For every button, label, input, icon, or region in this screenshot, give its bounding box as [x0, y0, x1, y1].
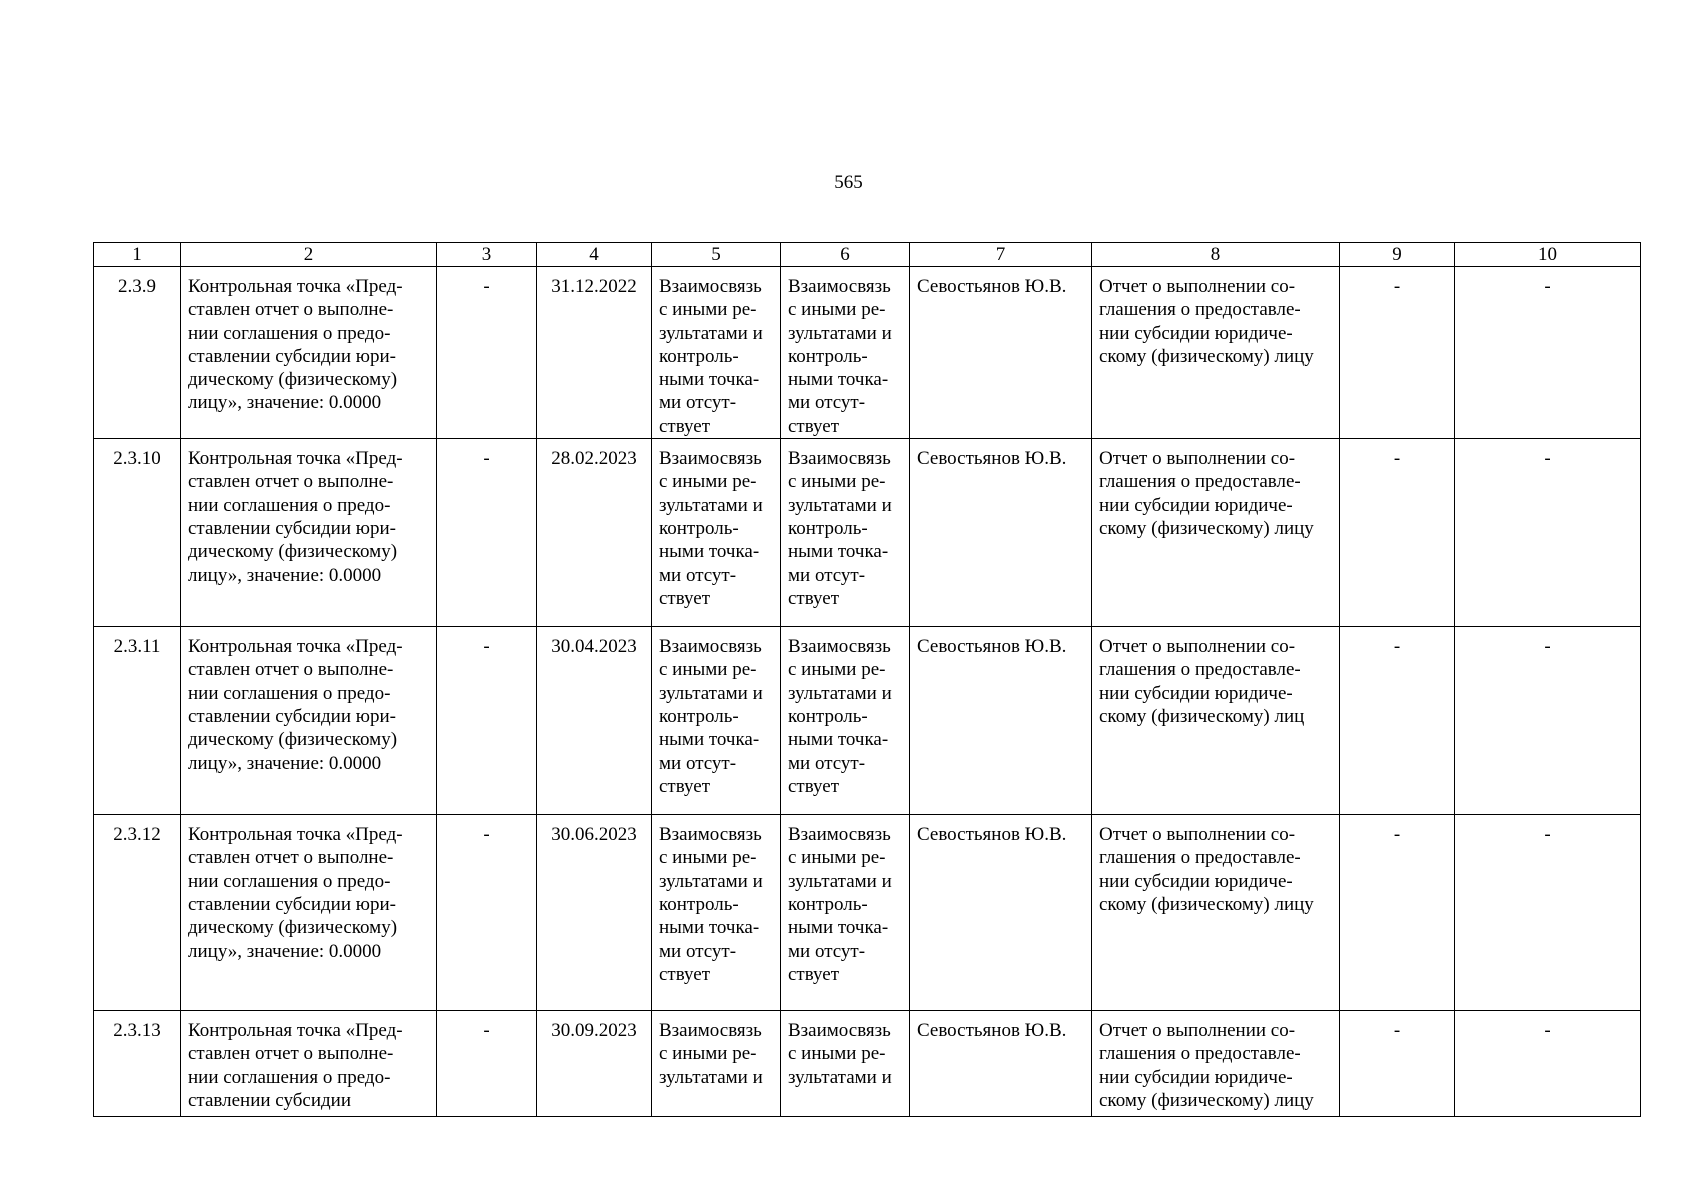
- cell-item-number: 2.3.11: [94, 627, 181, 815]
- cell-links-checkpoints-line: Взаимосвязь: [788, 1020, 891, 1042]
- cell-links-results-line: ными точка-: [659, 541, 760, 563]
- cell-links-checkpoints-line: контроль-: [788, 705, 868, 727]
- cell-document: [1092, 815, 1340, 1011]
- cell-links-results-line: контроль-: [659, 893, 739, 915]
- cell-links-results-line: с иными ре-: [659, 471, 757, 493]
- cell-links-results-line: ствует: [659, 415, 711, 437]
- cell-links-checkpoints-line: ми отсут-: [788, 940, 866, 962]
- table-row: [94, 267, 1641, 439]
- cell-links-checkpoints-line: зультатами и: [788, 494, 892, 516]
- cell-description-line: лицу», значение: 0.0000: [188, 392, 382, 414]
- cell-document-line: глашения о предоставле-: [1099, 299, 1301, 321]
- cell-links-checkpoints-line: Взаимосвязь: [788, 636, 891, 658]
- cell-description-line: ставлен отчет о выполне-: [188, 847, 394, 869]
- cell-responsible: Севостьянов Ю.В.: [910, 1011, 1092, 1117]
- header-col-2: 2: [181, 243, 437, 267]
- table-row: [94, 1011, 1641, 1117]
- cell-description-line: ставлении субсидии юри-: [188, 705, 396, 727]
- cell-document-line: глашения о предоставле-: [1099, 659, 1301, 681]
- cell-col9: -: [1340, 627, 1455, 815]
- cell-links-checkpoints-line: Взаимосвязь: [788, 448, 891, 470]
- cell-description-line: дическому (физическому): [188, 917, 398, 939]
- cell-document-line: нии субсидии юридиче-: [1099, 1066, 1293, 1088]
- cell-col10: -: [1455, 815, 1641, 1011]
- cell-links-checkpoints-line: ными точка-: [788, 917, 889, 939]
- cell-document-line: Отчет о выполнении со-: [1099, 824, 1296, 846]
- cell-document-line: Отчет о выполнении со-: [1099, 636, 1296, 658]
- cell-links-results-line: зультатами и: [659, 494, 763, 516]
- cell-date: 30.06.2023: [537, 815, 652, 1011]
- cell-links-checkpoints-line: ми отсут-: [788, 392, 866, 414]
- cell-responsible: Севостьянов Ю.В.: [910, 815, 1092, 1011]
- table-row: [94, 815, 1641, 1011]
- cell-col3: -: [437, 627, 537, 815]
- table-body: [94, 267, 1641, 1117]
- header-col-5: 5: [652, 243, 781, 267]
- cell-document-line: скому (физическому) лицу: [1099, 517, 1314, 539]
- cell-links-checkpoints-line: зультатами и: [788, 322, 892, 344]
- cell-links-results-line: зультатами и: [659, 682, 763, 704]
- cell-description: [181, 267, 437, 439]
- cell-links-results-line: Взаимосвязь: [659, 824, 762, 846]
- cell-links-checkpoints-line: ными точка-: [788, 541, 889, 563]
- cell-document: [1092, 439, 1340, 627]
- cell-description-line: Контрольная точка «Пред-: [188, 636, 403, 658]
- cell-links-results-line: с иными ре-: [659, 659, 757, 681]
- cell-links-results-line: ными точка-: [659, 729, 760, 751]
- cell-links-results-line: ствует: [659, 587, 711, 609]
- cell-links-checkpoints: [781, 815, 910, 1011]
- cell-col3: -: [437, 267, 537, 439]
- page-number: 565: [834, 172, 863, 193]
- cell-links-checkpoints-line: с иными ре-: [788, 847, 886, 869]
- cell-description-line: ставлении субсидии: [188, 1089, 351, 1111]
- cell-links-checkpoints-line: контроль-: [788, 345, 868, 367]
- cell-links-checkpoints-line: зультатами и: [788, 870, 892, 892]
- plan-table: [93, 242, 1641, 1117]
- cell-links-checkpoints-line: с иными ре-: [788, 471, 886, 493]
- cell-document-line: глашения о предоставле-: [1099, 471, 1301, 493]
- cell-col3: -: [437, 439, 537, 627]
- cell-links-results-line: ми отсут-: [659, 392, 737, 414]
- cell-links-results-line: с иными ре-: [659, 299, 757, 321]
- cell-description: [181, 439, 437, 627]
- cell-links-checkpoints-line: контроль-: [788, 893, 868, 915]
- cell-links-results: [652, 439, 781, 627]
- cell-links-results-line: ми отсут-: [659, 752, 737, 774]
- cell-document-line: Отчет о выполнении со-: [1099, 1020, 1296, 1042]
- cell-description-line: Контрольная точка «Пред-: [188, 276, 403, 297]
- cell-links-checkpoints-line: ми отсут-: [788, 564, 866, 586]
- cell-links-checkpoints-line: с иными ре-: [788, 299, 886, 321]
- cell-date: 31.12.2022: [537, 267, 652, 439]
- cell-links-results-line: Взаимосвязь: [659, 276, 762, 297]
- cell-links-results-line: ными точка-: [659, 917, 760, 939]
- cell-description-line: нии соглашения о предо-: [188, 870, 391, 892]
- cell-description-line: ставлении субсидии юри-: [188, 517, 396, 539]
- header-col-7: 7: [910, 243, 1092, 267]
- cell-links-checkpoints-line: с иными ре-: [788, 1043, 886, 1065]
- cell-links-results-line: контроль-: [659, 705, 739, 727]
- table-row: [94, 439, 1641, 627]
- header-col-6: 6: [781, 243, 910, 267]
- cell-links-results-line: ми отсут-: [659, 564, 737, 586]
- cell-description: [181, 1011, 437, 1117]
- cell-description-line: ставлен отчет о выполне-: [188, 471, 394, 493]
- cell-links-checkpoints-line: с иными ре-: [788, 659, 886, 681]
- cell-col9: -: [1340, 815, 1455, 1011]
- cell-document-line: скому (физическому) лиц: [1099, 705, 1305, 727]
- cell-links-checkpoints-line: ными точка-: [788, 369, 889, 391]
- cell-links-checkpoints-line: Взаимосвязь: [788, 824, 891, 846]
- header-col-3: 3: [437, 243, 537, 267]
- header-col-8: 8: [1092, 243, 1340, 267]
- cell-description: [181, 815, 437, 1011]
- cell-links-results-line: зультатами и: [659, 870, 763, 892]
- cell-description-line: Контрольная точка «Пред-: [188, 824, 403, 846]
- cell-links-checkpoints-line: ными точка-: [788, 729, 889, 751]
- header-col-10: 10: [1455, 243, 1641, 267]
- cell-links-results-line: зультатами и: [659, 322, 763, 344]
- cell-links-checkpoints-line: контроль-: [788, 517, 868, 539]
- cell-description-line: ставлен отчет о выполне-: [188, 1043, 394, 1065]
- cell-document-line: Отчет о выполнении со-: [1099, 276, 1296, 297]
- cell-document-line: нии субсидии юридиче-: [1099, 682, 1293, 704]
- header-col-4: 4: [537, 243, 652, 267]
- cell-col3: -: [437, 1011, 537, 1117]
- cell-links-results: [652, 1011, 781, 1117]
- cell-links-results-line: Взаимосвязь: [659, 448, 762, 470]
- header-col-1: 1: [94, 243, 181, 267]
- cell-responsible: Севостьянов Ю.В.: [910, 439, 1092, 627]
- cell-links-checkpoints-line: ствует: [788, 775, 840, 797]
- cell-document: [1092, 1011, 1340, 1117]
- cell-document-line: Отчет о выполнении со-: [1099, 448, 1296, 470]
- cell-description-line: ставлении субсидии юри-: [188, 893, 396, 915]
- cell-description-line: лицу», значение: 0.0000: [188, 752, 382, 774]
- table-header: [94, 243, 1641, 267]
- cell-links-results-line: ми отсут-: [659, 940, 737, 962]
- header-col-9: 9: [1340, 243, 1455, 267]
- cell-description-line: дическому (физическому): [188, 729, 398, 751]
- cell-document-line: нии субсидии юридиче-: [1099, 494, 1293, 516]
- cell-links-checkpoints: [781, 1011, 910, 1117]
- cell-description-line: нии соглашения о предо-: [188, 1066, 391, 1088]
- cell-document-line: скому (физическому) лицу: [1099, 1089, 1314, 1111]
- cell-links-results-line: ными точка-: [659, 369, 760, 391]
- cell-col9: -: [1340, 439, 1455, 627]
- cell-date: 30.04.2023: [537, 627, 652, 815]
- cell-description: [181, 627, 437, 815]
- cell-links-checkpoints-line: ствует: [788, 587, 840, 609]
- cell-col9: -: [1340, 267, 1455, 439]
- cell-links-checkpoints-line: зультатами и: [788, 682, 892, 704]
- cell-links-results-line: ствует: [659, 775, 711, 797]
- table-row: [94, 627, 1641, 815]
- cell-links-checkpoints-line: ствует: [788, 415, 840, 437]
- header-row: [94, 243, 1641, 267]
- cell-col10: -: [1455, 439, 1641, 627]
- cell-links-results: [652, 627, 781, 815]
- cell-col10: -: [1455, 627, 1641, 815]
- cell-document: [1092, 267, 1340, 439]
- cell-links-results-line: с иными ре-: [659, 847, 757, 869]
- cell-links-results: [652, 815, 781, 1011]
- cell-col9: -: [1340, 1011, 1455, 1117]
- cell-item-number: 2.3.10: [94, 439, 181, 627]
- cell-links-results: [652, 267, 781, 439]
- cell-links-checkpoints-line: Взаимосвязь: [788, 276, 891, 297]
- cell-links-checkpoints-line: ми отсут-: [788, 752, 866, 774]
- cell-description-line: нии соглашения о предо-: [188, 494, 391, 516]
- cell-document-line: скому (физическому) лицу: [1099, 893, 1314, 915]
- cell-links-checkpoints: [781, 627, 910, 815]
- cell-links-checkpoints: [781, 439, 910, 627]
- cell-responsible: Севостьянов Ю.В.: [910, 627, 1092, 815]
- cell-description-line: лицу», значение: 0.0000: [188, 940, 382, 962]
- cell-links-checkpoints-line: ствует: [788, 963, 840, 985]
- cell-description-line: ставлен отчет о выполне-: [188, 299, 394, 321]
- cell-item-number: 2.3.13: [94, 1011, 181, 1117]
- cell-document-line: скому (физическому) лицу: [1099, 345, 1314, 367]
- cell-links-results-line: Взаимосвязь: [659, 636, 762, 658]
- cell-document-line: глашения о предоставле-: [1099, 1043, 1301, 1065]
- cell-document-line: нии субсидии юридиче-: [1099, 322, 1293, 344]
- cell-links-results-line: Взаимосвязь: [659, 1020, 762, 1042]
- cell-links-results-line: зультатами и: [659, 1066, 763, 1088]
- cell-document-line: глашения о предоставле-: [1099, 847, 1301, 869]
- cell-description-line: Контрольная точка «Пред-: [188, 448, 403, 470]
- cell-document: [1092, 627, 1340, 815]
- cell-links-results-line: ствует: [659, 963, 711, 985]
- cell-description-line: нии соглашения о предо-: [188, 322, 391, 344]
- cell-date: 28.02.2023: [537, 439, 652, 627]
- cell-col3: -: [437, 815, 537, 1011]
- cell-item-number: 2.3.12: [94, 815, 181, 1011]
- cell-links-checkpoints: [781, 267, 910, 439]
- cell-description-line: лицу», значение: 0.0000: [188, 564, 382, 586]
- cell-description-line: дическому (физическому): [188, 541, 398, 563]
- cell-col10: -: [1455, 1011, 1641, 1117]
- cell-col10: -: [1455, 267, 1641, 439]
- cell-description-line: ставлен отчет о выполне-: [188, 659, 394, 681]
- cell-item-number: 2.3.9: [94, 267, 181, 439]
- cell-description-line: нии соглашения о предо-: [188, 682, 391, 704]
- cell-description-line: ставлении субсидии юри-: [188, 345, 396, 367]
- cell-links-results-line: контроль-: [659, 345, 739, 367]
- cell-responsible: Севостьянов Ю.В.: [910, 267, 1092, 439]
- cell-links-results-line: с иными ре-: [659, 1043, 757, 1065]
- cell-document-line: нии субсидии юридиче-: [1099, 870, 1293, 892]
- cell-description-line: дическому (физическому): [188, 369, 398, 391]
- cell-date: 30.09.2023: [537, 1011, 652, 1117]
- cell-links-checkpoints-line: зультатами и: [788, 1066, 892, 1088]
- cell-description-line: Контрольная точка «Пред-: [188, 1020, 403, 1042]
- cell-links-results-line: контроль-: [659, 517, 739, 539]
